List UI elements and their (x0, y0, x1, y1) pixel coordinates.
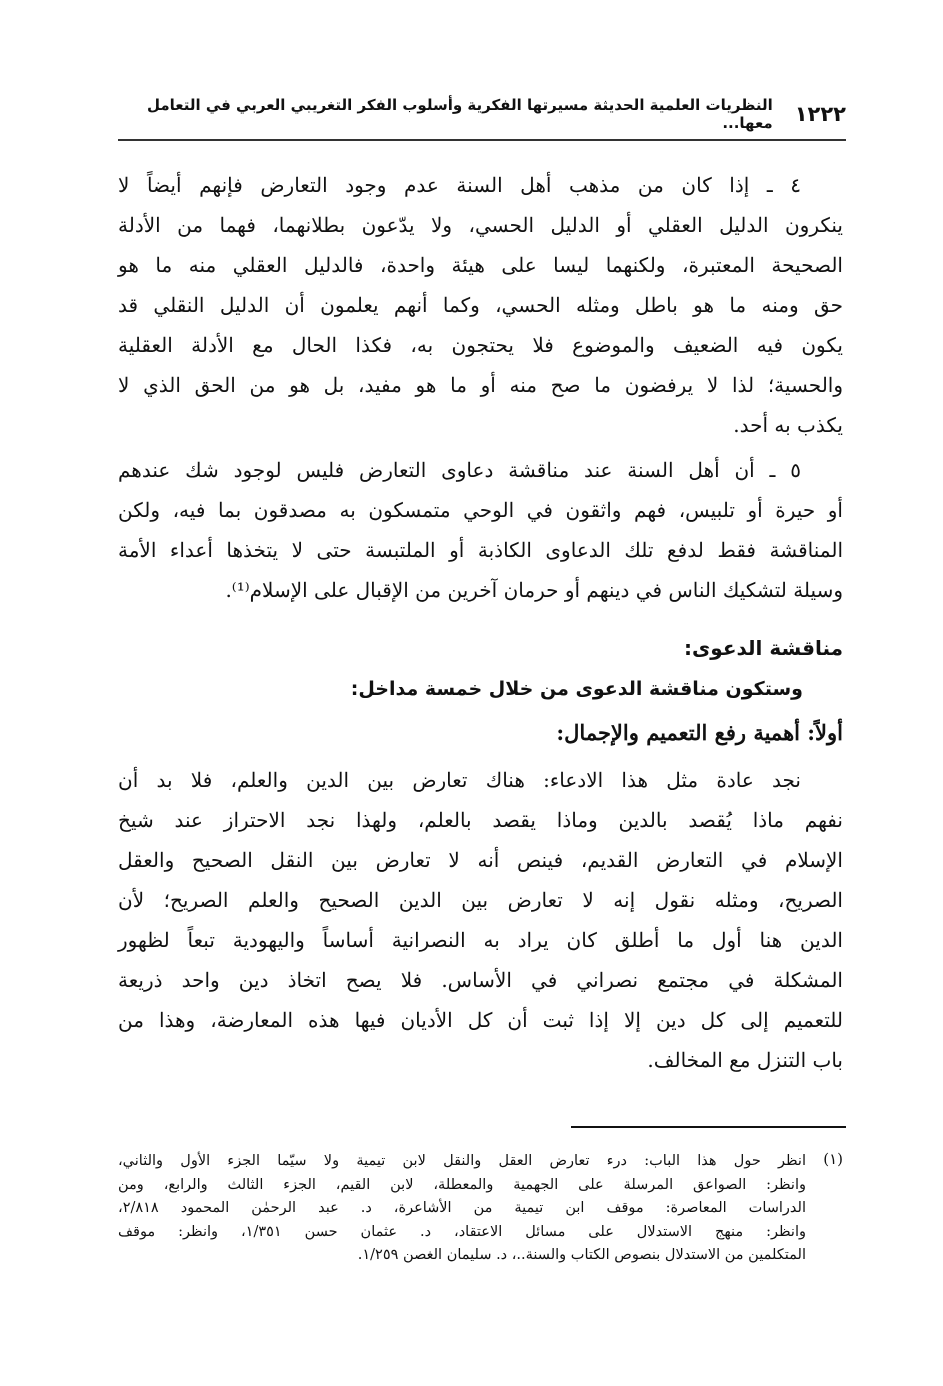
page-number: ١٢٢٢ (794, 102, 846, 126)
para-first-line: الإسلام في التعارض القديم، فينص أنه لا تعارض بين النقل الصحيح والعقل (118, 848, 843, 872)
footnote-line: وانظر: منهج الاستدلال على مسائل الاعتقاد، د. عثمان حسن ١/٣٥١، وانظر: موقف (118, 1223, 806, 1240)
para-first-line: الصريح، ومثله نقول إنه لا تعارض بين الدين الصحيح والعلم الصريح؛ لأن (118, 888, 843, 912)
para4-line: يكون فيه الضعيف والموضوع فلا يحتجون به، فكذا الحال مع الأدلة العقلية (118, 333, 843, 357)
para4-line: والحسية؛ لذا لا يرفضون ما صح منه أو ما هو مفيد، بل هو من الحق الذي لا (118, 373, 843, 397)
para-first-line: الدين هنا أول ما أطلق كان يراد به النصرانية أساساً واليهودية تبعاً لظهور (118, 928, 843, 952)
section-intro: وستكون مناقشة الدعوى من خلال خمسة مداخل: (350, 678, 803, 700)
para4-line: ٤ ـ إذا كان من مذهب أهل السنة عدم وجود التعارض فإنهم أيضاً لا (118, 173, 801, 197)
header-rule (118, 139, 846, 141)
running-title: النظريات العلمية الحديثة مسيرتها الفكرية وأسلوب الفكر التغريبي العربي في التعامل معها... (146, 96, 773, 132)
footnote-line: وانظر: الصواعق المرسلة على الجهمية والمعطلة، لابن القيم، الجزء الثالث والرابع، ومن (118, 1176, 806, 1193)
para4-line: حق ومنه ما هو باطل ومثله الحسي، وكما أنهم يعلمون أن الدليل النقلي قد (118, 293, 843, 317)
para5-line: أو حيرة أو تلبيس، فهم واثقون في الوحي متمسكون به مصدقون بما فيه، ولكن (118, 498, 843, 522)
footnote-rule (571, 1126, 846, 1128)
subheading: أولاً: أهمية رفع التعميم والإجمال: (556, 720, 843, 745)
para-first-line: نجد عادة مثل هذا الادعاء: هناك تعارض بين الدين والعلم، فلا بد أن (118, 768, 801, 792)
footnote-number: (١) (823, 1150, 843, 1168)
para5-line: وسيلة لتشكيك الناس في دينهم أو حرمان آخرين من الإقبال على الإسلام⁽¹⁾. (225, 578, 843, 602)
footnote-line: المتكلمين من الاستدلال بنصوص الكتاب والسنة..، د. سليمان الغصن ١/٢٥٩. (357, 1247, 806, 1263)
para4-line: يكذب به أحد. (733, 413, 843, 437)
para-first-line: للتعميم إلى كل دين إلا إذا ثبت أن كل الأديان فيها هذه المعارضة، وهذا من (118, 1008, 843, 1032)
running-header (118, 96, 846, 132)
para-first-line: المشكلة في مجتمع نصراني في الأساس. فلا يصح اتخاذ دين واحد ذريعة (118, 968, 843, 992)
para-first-line: نفهم ماذا يُقصد بالدين وماذا يقصد بالعلم، ولهذا نجد الاحتراز عند شيخ (118, 808, 843, 832)
footnote-line: انظر حول هذا الباب: درء تعارض العقل والنقل لابن تيمية ولا سيّما الجزء الأول والثاني، (118, 1153, 806, 1169)
para4-line: ينكرون الدليل العقلي أو الدليل الحسي، ولا يدّعون بطلانهما، فهما من الأدلة (118, 213, 843, 237)
para4-line: الصحيحة المعتبرة، ولكنهما ليسا على هيئة واحدة، فالدليل العقلي منه ما هو (118, 253, 843, 277)
section-heading: مناقشة الدعوى: (683, 636, 843, 660)
para5-line: المناقشة فقط لدفع تلك الدعاوى الكاذبة أو الملتبسة حتى لا يتخذها أعداء الأمة (118, 538, 843, 562)
para-first-line: باب التنزل مع المخالف. (647, 1048, 843, 1072)
para5-line: ٥ ـ أن أهل السنة عند مناقشة دعاوى التعارض فليس لوجود شك عندهم (118, 458, 801, 482)
footnote-line: الدراسات المعاصرة: موقف ابن تيمية من الأشاعرة، د. عبد الرحمٰن المحمود ٢/٨١٨، (118, 1200, 806, 1216)
